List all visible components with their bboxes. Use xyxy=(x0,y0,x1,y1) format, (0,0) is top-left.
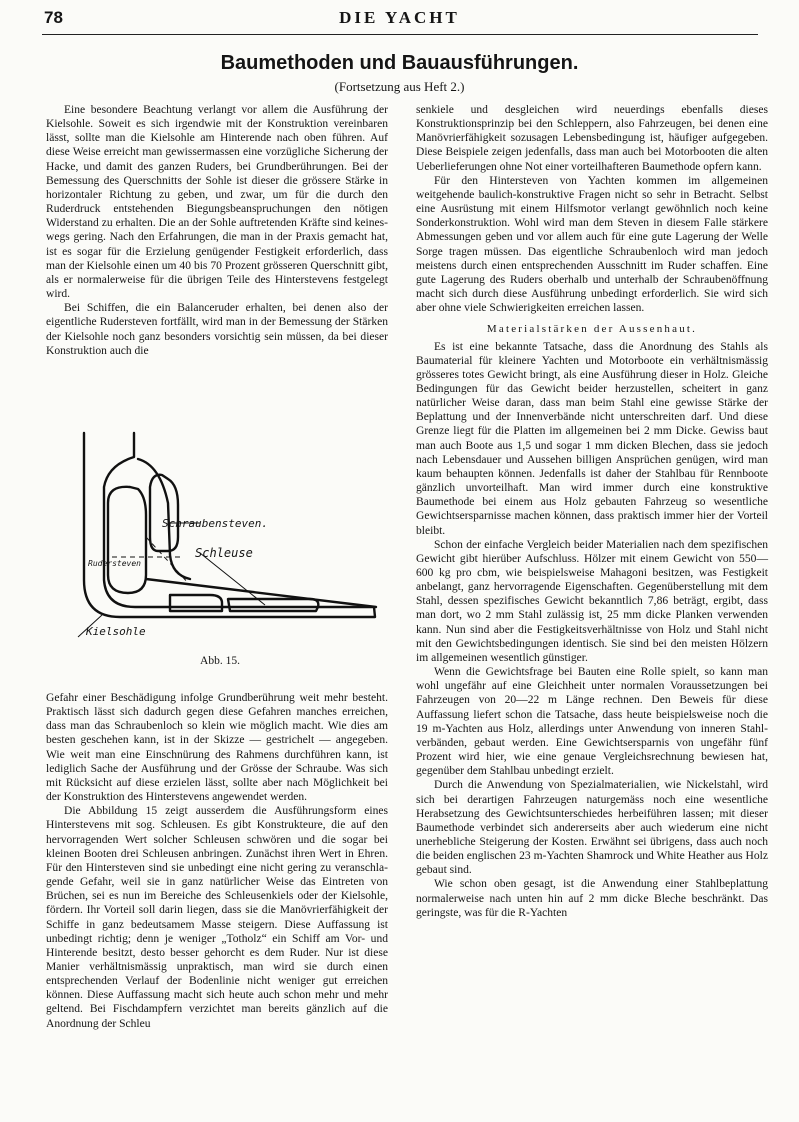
running-title: DIE YACHT xyxy=(339,8,460,27)
paragraph: Durch die Anwendung von Spezialmaterialien, wie Nickelstahl, wird sich bei derartigen Fahrzeugen naturgemäss noch eine wesentliche Herabsetzung des Gewichtsunterschiedes herbeiführen lassen; mit dieser Baumethode verbindet sich andererseits aber auch wiederum eine nicht unerhebliche Steigerung der Kosten. Erwähnt sei übrigens, dass auch noch die beiden englischen 23 m-Yachten Shamrock und White Heather aus Holz gebaut sind. xyxy=(416,779,768,877)
paragraph: Bei Schiffen, die ein Balanceruder erhalten, bei denen also der eigentliche Rudersteven fortfällt, wird man in der Bemessung der Stärken der Kielsohle noch ganz besonders vorsichtig sein müssen, da bei dieser Konstruktion auch die xyxy=(46,302,388,357)
paragraph: Für den Hintersteven von Yachten kommen im allgemeinen weitgehende baulich-konstruktive Fragen nicht so sehr in Betracht. Selbst eine Ausrüstung mit einem Hilfsmotor verlangt gewöhnlich noch keine Sonderkonstruktion. Wohl wird man dem Steven in diesem Falle stärkere Abmessungen geben und vor allem auch für eine gute Lagerung der Welle Sorge tragen müssen. Das eigentliche Schraubenloch wird man jedoch meistens durch einen entsprechenden Ausschnitt im Ruder schaffen. Eine gute Lagerung des Ruders oberhalb und unterhalb der Schraubenöffnung macht sich durch diese Ausführung unbedingt erforderlich. Sie wird sich aber ohne viele Schwierigkeiten erreichen lassen. xyxy=(416,174,768,315)
paragraph: Gefahr einer Beschädigung infolge Grundberührung weit mehr besteht. Praktisch lässt sich dadurch gegen diese Gefahren manches erreichen, dass man das Schraubenloch so klein wie möglich macht. Wie dies am besten geschehen kann, ist in der Skizze — gestrichelt — angegeben. Wie weit man eine Einschnürung des Rahmens durchführen kann, ist lediglich Sache der Ausführung und der Grösse der Schraube. Was sich mit Rücksicht auf diese erzielen lässt, sollte aber nach Möglichkeit bei der Konstruktion des Hinterstevens angewendet werden. xyxy=(46,692,388,804)
header-rule xyxy=(42,34,758,35)
paragraph: Die Abbildung 15 zeigt ausserdem die Ausführungsform eines Hinterstevens mit sog. Schleusen. Es gibt Konstrukteure, die auf den hervorragenden Wert solcher Schleusen schwören und die sogar bei kleinen Booten drei Schleusen anbringen. Zunächst ihren Wert in Ehren. Für den Hintersteven sind sie unbedingt eine nicht gering zu veranschlagende Gefahr, weil sie in ganz natürlicher Weise das Eintreten von Brüchen, sei es nun im Bereiche des Schleusenkiels oder der Kielsohle, fördern. Ihr Vorteil soll darin liegen, dass sie die Manövrierfähigkeit der Schiffe in ganz bedeutsamem Masse steigern. Diese Auffassung ist unbedingt richtig; denn je weniger „Totholz“ ein Schiff am Vor- und Hinterende besitzt, desto besser gehorcht es dem Ruder. Nur ist diese Manier verhältnismässig unpraktisch, man wird sie durch einen entsprechenden Verlauf der Bodenlinie nicht weniger gut erreichen können. Diese Auffassung macht sich heute auch schon mehr und mehr geltend. Bei Fischdampfern verzichtet man bereits gänzlich auf die Anordnung der Schleu xyxy=(46,805,388,1030)
paragraph: Wie schon oben gesagt, ist die Anwendung einer Stahlbeplattung normalerweise nach unten hin auf 2 mm dicke Bleche beschränkt. Das geringste, was für die R-Yachten xyxy=(416,878,768,919)
paragraph: Wenn die Gewichtsfrage bei Bauten eine Rolle spielt, so kann man wohl ungefähr auf eine Gleichheit unter normalen Voraussetzungen bei Fahrzeugen von 20—22 m Länge rechnen. Den Beweis für diese Auffassung liefert schon die Tatsache, dass heute beispielsweise noch die 19 m-Yachten aus Holz, allerdings unter Anwendung von inneren Stahlverbänden, gebaut werden. Eine Gewichtsersparnis von ungefähr fünf Prozent wird hier, wie eine genaue Vergleichsrechnung bewiesen hat, gegenüber dem Stahlbau unbedingt erzielt. xyxy=(416,666,768,778)
label-rudersteven: Rudersteven xyxy=(88,559,141,568)
dashed-screw-line xyxy=(146,537,190,585)
label-kielsohle: Kielsohle xyxy=(86,625,146,638)
page-number: 78 xyxy=(44,8,63,27)
paragraph: Eine besondere Beachtung verlangt vor allem die Ausführung der Kielsohle. Soweit es sich irgendwie mit der Konstruktion vereinbaren lässt, sollte man die Kielsohle am Hinterende nach oben führen. Auf diese Weise erreicht man gewissermassen eine vorzügliche Sicherung der Hacke, und damit des ganzen Ruders, bei Grundberührungen. Bei der Bemessung des Querschnitts der Sohle ist dieser die grössere Stärke in horizontaler Richtung zu geben, und zwar, um für die durch den Ruderdruck entstehenden Biegungsbeanspruchungen den nötigen Widerstand zu erhalten. Die an der Sohle auftretenden Kräfte sind keineswegs gering. Nach den Erfahrungen, die man in der Praxis gemacht hat, ist es sogar für die Erzielung genügender Festigkeit erforderlich, dass man der Kielsohle einen um 40 bis 70 Prozent grösseren Querschnitt gibt, als er normalerweise für die übrigen Teile des Hinterstevens festgelegt wird. xyxy=(46,104,388,301)
paragraph: Es ist eine bekannte Tatsache, dass die Anordnung des Stahls als Baumaterial für kleinere Yachten und Motorboote ein verhältnismässig grösseres totes Gewicht bringt, als eine Ausführung dieser in Holz. Gleiche Bedingungen für das Gewicht beider herzustellen, scheitert in ganz natürlicher Weise daran, dass man beim Stahl eine gewisse Stärke der Beplattung und der Innenverbände nicht unterschreiten darf. Und diese Grenze liegt für die Platten im allgemeinen bei 2 mm Dicke. Gewiss baut man auch Boote aus 1,5 und sogar 1 mm dicken Blechen, dass sie jedoch nach Lebensdauer und Aussehen billigen Ansprüchen genügen, wird man kaum behaupten können. Jedenfalls ist daher der Stahlbau für Rennboote gänzlich unvorteilhaft. Man wird immer durch eine konstruktive Baumethode bei einem aus Holz gebauten Fahrzeug so wesentliche Gewichtsersparnisse machen können, dass praktisch immer hier der Vorteil bleibt. xyxy=(416,340,768,537)
section-heading: Materialstärken der Aussenhaut. xyxy=(486,323,698,336)
article-subtitle: (Fortsetzung aus Heft 2.) xyxy=(334,79,465,94)
paragraph: Schon der einfache Vergleich beider Materialien nach dem spezifischen Gewicht gibt hierüber Aufschluss. Hölzer mit einem Gewicht von 550—600 kg pro cbm, wie beispielsweise Mahagoni besitzen, was Festigkeit anbelangt, ganz hervorragende Eigenschaften. Gegenüberstellung mit dem Stahl, dessen spezifisches Gewicht bekanntlich 7,86 beträgt, ergibt, dass man dort, wo 2 mm Stahl zulässig ist, 25 mm dicke Planken verwenden kann. Nun sind aber die Festigkeitsverhältnisse von Holz und Stahl nicht mit den Gewichtsbedingungen identisch. Sie sind bei den meisten Hölzern im allgemeinen wesentlich günstiger. xyxy=(416,538,768,664)
stern-frame-sketch xyxy=(50,425,390,655)
right-column xyxy=(416,103,768,920)
leader-schleuse xyxy=(200,553,265,605)
left-column-top xyxy=(46,103,388,358)
stern-frame-figure xyxy=(50,425,390,665)
left-column-bottom xyxy=(46,691,388,1031)
rudder-post-outline xyxy=(108,487,146,593)
label-schraubensteven: Schraubensteven. xyxy=(162,517,268,530)
label-schleuse: Schleuse xyxy=(195,546,253,560)
figure-caption: Abb. 15. xyxy=(200,655,240,667)
paragraph: senkiele und desgleichen wird neuerdings ebenfalls dieses Konstruktionsprinzip bei den Schleppern, also Fahrzeugen, bei denen eine Manövrierfähigkeit sozusagen Lebensbedingung ist, häufiger aufgegeben. Diese Beispiele zeigen jedenfalls, dass man auch bei Motorbooten die alten Ueberlieferungen ohne Not einer vorteilhafteren Baumethode opfern kann. xyxy=(416,104,768,173)
sluice-slot-outline xyxy=(228,599,318,611)
article-title: Baumethoden und Bauausführungen. xyxy=(220,52,579,74)
sluice-lower-outline xyxy=(170,595,222,611)
keel-line xyxy=(146,579,376,607)
